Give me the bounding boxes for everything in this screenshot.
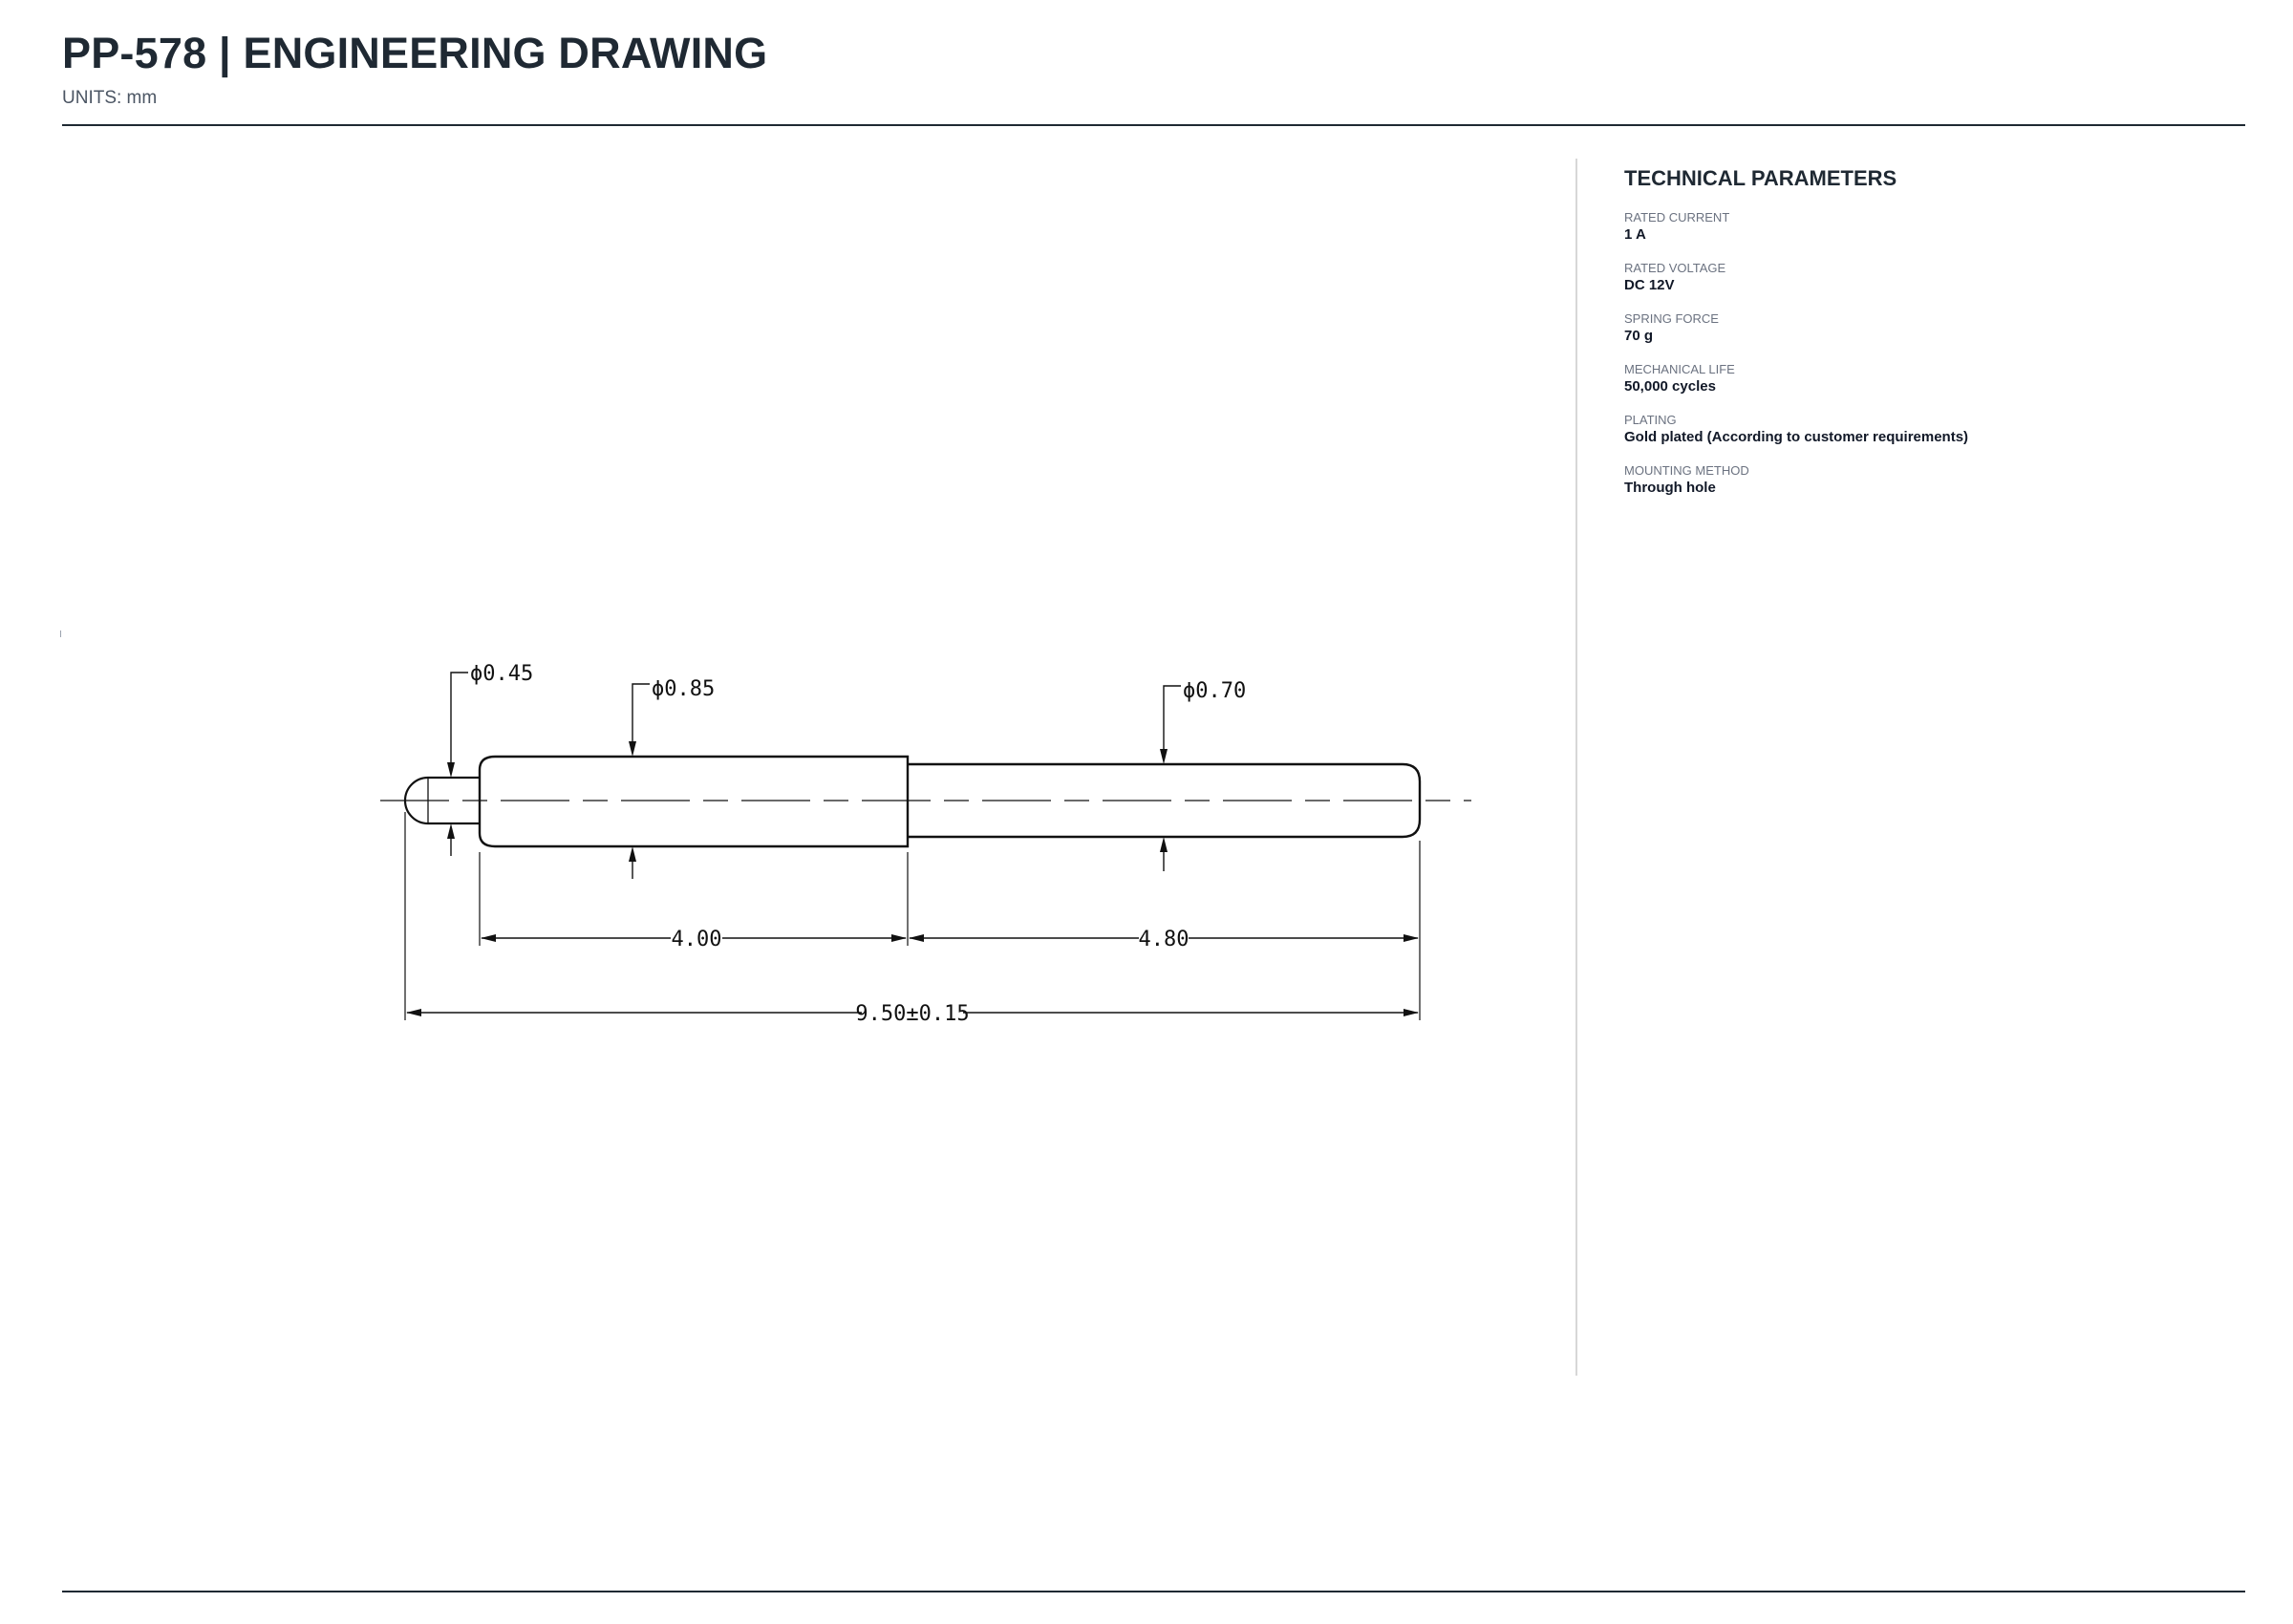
overall-length-label: 9.50±0.15 (855, 1002, 970, 1026)
tip-diameter-leader (451, 673, 468, 762)
param-value: 50,000 cycles (1624, 378, 1716, 395)
param-mechanical-life (1624, 362, 2217, 396)
tip-diameter-arrow (447, 762, 455, 778)
tail-length-label: 4.80 (1138, 928, 1189, 951)
param-label: MECHANICAL LIFE (1624, 362, 1735, 376)
param-value: 70 g (1624, 328, 1654, 344)
barrel-diameter-leader (632, 684, 650, 741)
tail-length-arrow-right (1404, 934, 1419, 942)
param-value: DC 12V (1624, 277, 1675, 293)
overall-length-arrow-right (1404, 1009, 1419, 1016)
tip-diameter-lower-arrow (447, 823, 455, 839)
tail-length-arrow-left (909, 934, 924, 942)
footer-rule (62, 1591, 2245, 1592)
tail-diameter-lower-arrow (1160, 837, 1168, 852)
panel-divider (1575, 159, 1577, 1376)
barrel-diameter-arrow (629, 741, 636, 757)
overall-length-arrow-left (406, 1009, 421, 1016)
units-label: UNITS: mm (62, 88, 158, 108)
param-value: Through hole (1624, 480, 1716, 496)
parameters-heading: TECHNICAL PARAMETERS (1624, 166, 1897, 190)
barrel-diameter-label: ϕ0.85 (652, 677, 716, 701)
drawing-title: PP-578 | ENGINEERING DRAWING (62, 29, 768, 77)
param-label: RATED VOLTAGE (1624, 261, 1726, 275)
tip-diameter-label: ϕ0.45 (470, 662, 534, 686)
barrel-length-label: 4.00 (671, 928, 722, 951)
param-rated-current (1624, 210, 2217, 245)
param-value: 1 A (1624, 226, 1646, 243)
param-label: PLATING (1624, 413, 1677, 427)
param-label: SPRING FORCE (1624, 311, 1719, 326)
param-spring-force (1624, 311, 2217, 346)
param-rated-voltage (1624, 261, 2217, 295)
param-plating (1624, 413, 2217, 447)
tail-diameter-leader (1164, 686, 1181, 749)
tail-diameter-label: ϕ0.70 (1183, 679, 1247, 703)
tail-diameter-arrow (1160, 749, 1168, 764)
barrel-diameter-lower-arrow (629, 846, 636, 862)
barrel-length-arrow-right (891, 934, 907, 942)
technical-parameters-panel (1624, 166, 2217, 514)
param-value: Gold plated (According to customer requirements) (1624, 429, 1969, 445)
param-label: RATED CURRENT (1624, 210, 1730, 224)
barrel-outline (480, 757, 908, 846)
barrel-length-arrow-left (481, 934, 496, 942)
param-mounting-method (1624, 463, 2217, 498)
param-label: MOUNTING METHOD (1624, 463, 1749, 478)
